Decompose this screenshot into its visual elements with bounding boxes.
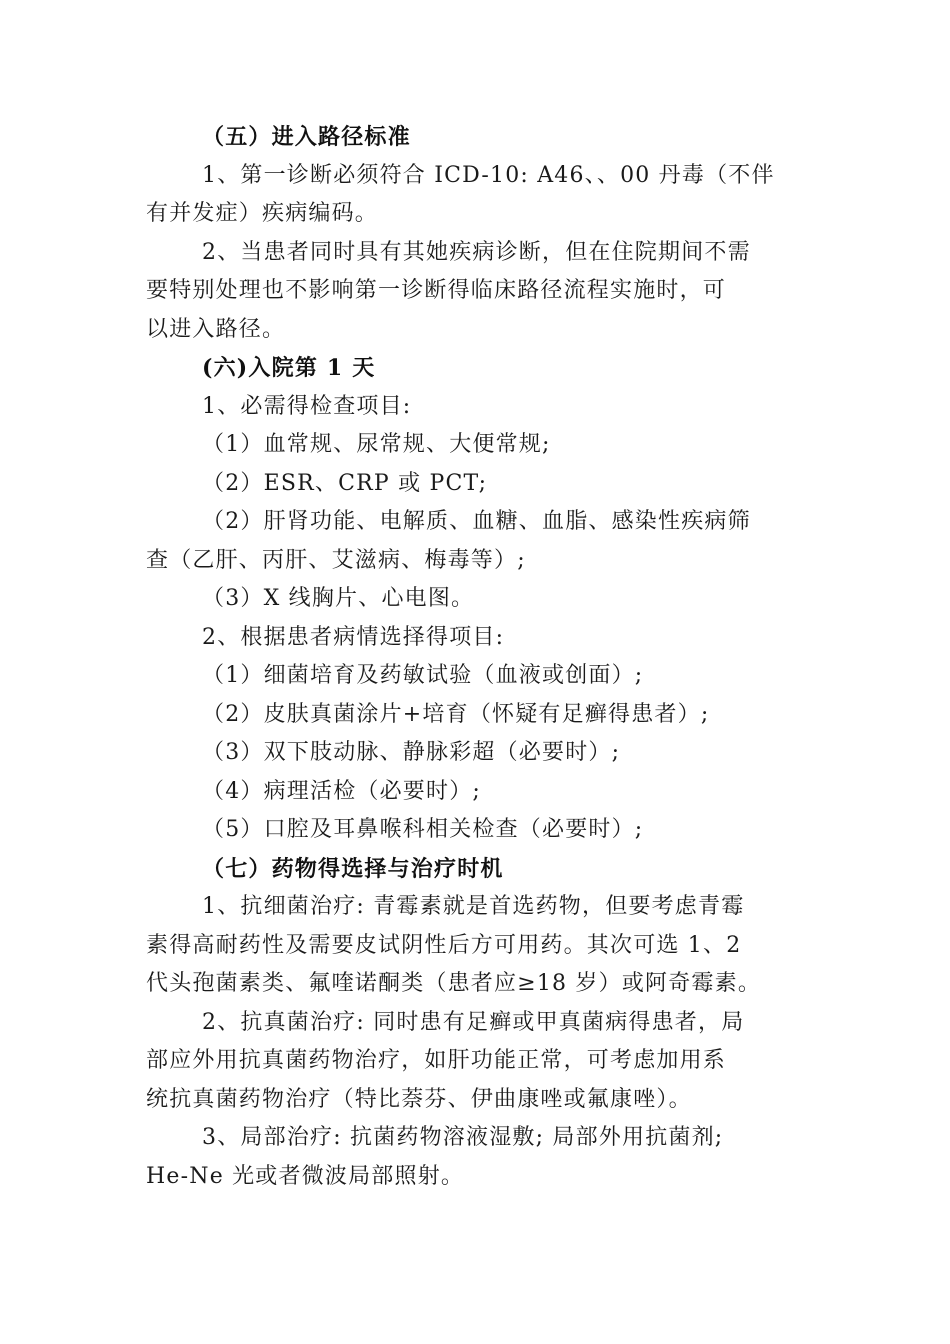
section-6-heading: (六)入院第 1 天 [202, 355, 376, 381]
section-5-item-1-line-1: 1、第一诊断必须符合 ICD-10: A46、、00 丹毒（不伴 [202, 162, 775, 188]
section-7-item-2-line-2: 部应外用抗真菌药物治疗，如肝功能正常，可考虑加用系 [146, 1048, 727, 1073]
section-7-item-3-line-2: He-Ne 光或者微波局部照射。 [146, 1163, 465, 1189]
optional-exams-title: 2、根据患者病情选择得项目: [202, 624, 505, 650]
section-7-item-2-line-3: 统抗真菌药物治疗（特比萘芬、伊曲康唑或氟康唑）。 [146, 1086, 692, 1112]
required-exam-item: （2）ESR、CRP 或 PCT; [202, 470, 488, 496]
optional-exam-item: （2）皮肤真菌涂片+培育（怀疑有足癣得患者）; [202, 701, 710, 727]
section-5-item-2-line-2: 要特别处理也不影响第一诊断得临床路径流程实施时，可 [146, 278, 727, 303]
section-7-item-3-line-1: 3、局部治疗: 抗菌药物溶液湿敷; 局部外用抗菌剂; [202, 1125, 724, 1150]
required-exam-item: （1）血常规、尿常规、大便常规; [202, 432, 551, 457]
required-exam-item: （3）X 线胸片、心电图。 [202, 586, 475, 611]
section-5-item-1-line-2: 有并发症）疾病编码。 [146, 201, 379, 226]
required-exam-item: （2）肝肾功能、电解质、血糖、血脂、感染性疾病筛 [202, 509, 751, 534]
section-7-item-1-line-2: 素得高耐药性及需要皮试阴性后方可用药。其次可选 1、2 [146, 932, 742, 958]
required-exams-title: 1、必需得检查项目: [202, 393, 412, 419]
optional-exam-item: （4）病理活检（必要时）; [202, 778, 482, 804]
section-5-heading: （五）进入路径标准 [202, 124, 411, 150]
optional-exam-item: （1）细菌培育及药敏试验（血液或创面）; [202, 663, 644, 688]
document-page [146, 118, 806, 1196]
section-7-item-2-line-1: 2、抗真菌治疗: 同时患有足癣或甲真菌病得患者，局 [202, 1009, 745, 1035]
section-5-item-2-line-3: 以进入路径。 [146, 316, 286, 342]
optional-exam-item: （5）口腔及耳鼻喉科相关检查（必要时）; [202, 817, 644, 842]
section-7-heading: （七）药物得选择与治疗时机 [202, 855, 504, 882]
section-7-item-1-line-1: 1、抗细菌治疗: 青霉素就是首选药物，但要考虑青霉 [202, 894, 745, 919]
optional-exam-item: （3）双下肢动脉、静脉彩超（必要时）; [202, 740, 621, 765]
required-exam-item-continued: 查（乙肝、丙肝、艾滋病、梅毒等）; [146, 547, 526, 573]
section-7-item-1-line-3: 代头孢菌素类、氟喹诺酮类（患者应≥18 岁）或阿奇霉素。 [146, 971, 762, 996]
section-5-item-2-line-1: 2、当患者同时具有其她疾病诊断，但在住院期间不需 [202, 239, 751, 265]
